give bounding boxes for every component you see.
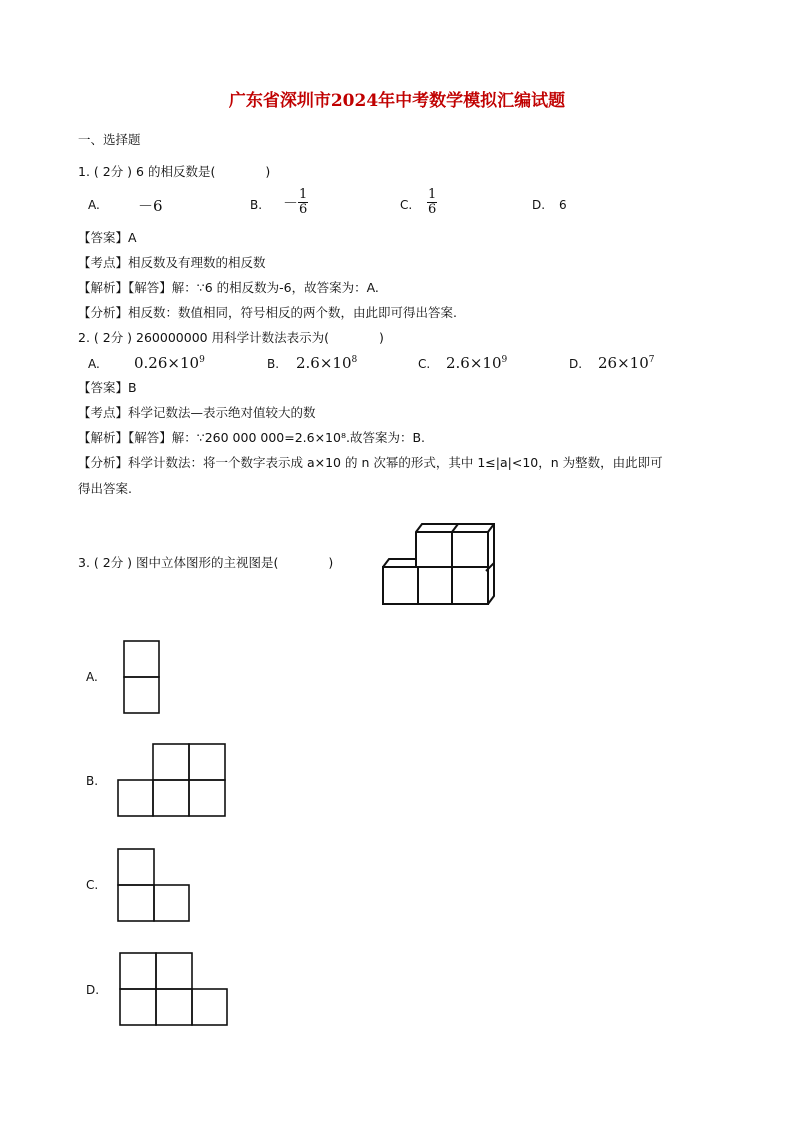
q3-option-d-letter: D.: [86, 983, 100, 997]
q1-stem: 1. ( 2分 ) 6 的相反数是( ): [78, 164, 271, 179]
q3-option-a-figure: [122, 639, 162, 715]
q2-option-a-letter: A.: [88, 357, 100, 371]
section-heading: 一、选择题: [78, 132, 141, 147]
q2-option-a-value: [134, 354, 205, 372]
sci-exponent: 9: [501, 355, 508, 365]
sci-base: 26×10: [598, 354, 649, 372]
sci-exponent: 8: [351, 355, 358, 365]
q2-answer: 【答案】B: [78, 380, 137, 395]
q2-option-b-value: [296, 354, 357, 372]
q1-kaodian: 【考点】相反数及有理数的相反数: [78, 255, 266, 270]
sci-base: 0.26×10: [134, 354, 200, 372]
q1-option-a-value: －6: [138, 197, 163, 215]
sci-base: 2.6×10: [296, 354, 352, 372]
q1-option-c-value: [427, 188, 437, 217]
q1-jiexi: 【解析】【解答】解：∵6 的相反数为-6，故答案为：A.: [78, 280, 379, 295]
q2-option-c-letter: C.: [418, 357, 431, 371]
q2-stem: 2. ( 2分 ) 260000000 用科学计数法表示为( ): [78, 330, 384, 345]
q2-fenxi-line1: 【分析】科学计数法：将一个数字表示成 a×10 的 n 次幂的形式，其中 1≤|a|<10，n 为整数，由此即可: [78, 455, 663, 470]
page-title: 广东省深圳市2024年中考数学模拟汇编试题: [228, 91, 566, 111]
fraction-denominator: 6: [428, 202, 437, 217]
sci-exponent: 9: [199, 355, 205, 365]
fraction-denominator: 6: [299, 202, 308, 217]
q3-solid-figure: [378, 518, 502, 610]
q3-option-a-letter: A.: [86, 670, 98, 684]
q1-option-b-letter: B.: [250, 198, 263, 212]
q1-option-b-sign: －: [283, 194, 299, 212]
q1-option-a-letter: A.: [88, 198, 100, 212]
q2-jiexi: 【解析】【解答】解：∵260 000 000=2.6×10⁸.故答案为：B.: [78, 430, 425, 445]
q2-option-d-value: [598, 354, 654, 372]
q3-option-b-figure: [116, 742, 228, 818]
q2-fenxi-line2: 得出答案.: [78, 481, 132, 496]
q3-option-c-letter: C.: [86, 878, 99, 892]
q3-option-d-figure: [118, 951, 230, 1027]
fraction-numerator: 1: [299, 187, 308, 202]
q1-option-c-letter: C.: [400, 198, 413, 212]
q2-option-c-value: [446, 354, 507, 372]
sci-base: 2.6×10: [446, 354, 502, 372]
fraction-numerator: 1: [428, 187, 437, 202]
q1-option-b-fraction: [298, 188, 308, 217]
q3-option-c-figure: [116, 847, 192, 923]
q2-kaodian: 【考点】科学记数法—表示绝对值较大的数: [78, 405, 316, 420]
q1-option-b-value: [283, 188, 308, 217]
q1-answer: 【答案】A: [78, 230, 137, 245]
sci-exponent: 7: [648, 355, 655, 365]
q1-option-d-value: 6: [559, 198, 567, 212]
q2-option-b-letter: B.: [267, 357, 280, 371]
q3-stem: 3. ( 2分 ) 图中立体图形的主视图是( ): [78, 555, 334, 570]
q1-option-c-fraction: [427, 188, 437, 217]
q2-option-d-letter: D.: [569, 357, 583, 371]
q1-option-d-letter: D.: [532, 198, 546, 212]
q1-fenxi: 【分析】相反数：数值相同，符号相反的两个数，由此即可得出答案.: [78, 305, 457, 320]
q3-option-b-letter: B.: [86, 774, 99, 788]
